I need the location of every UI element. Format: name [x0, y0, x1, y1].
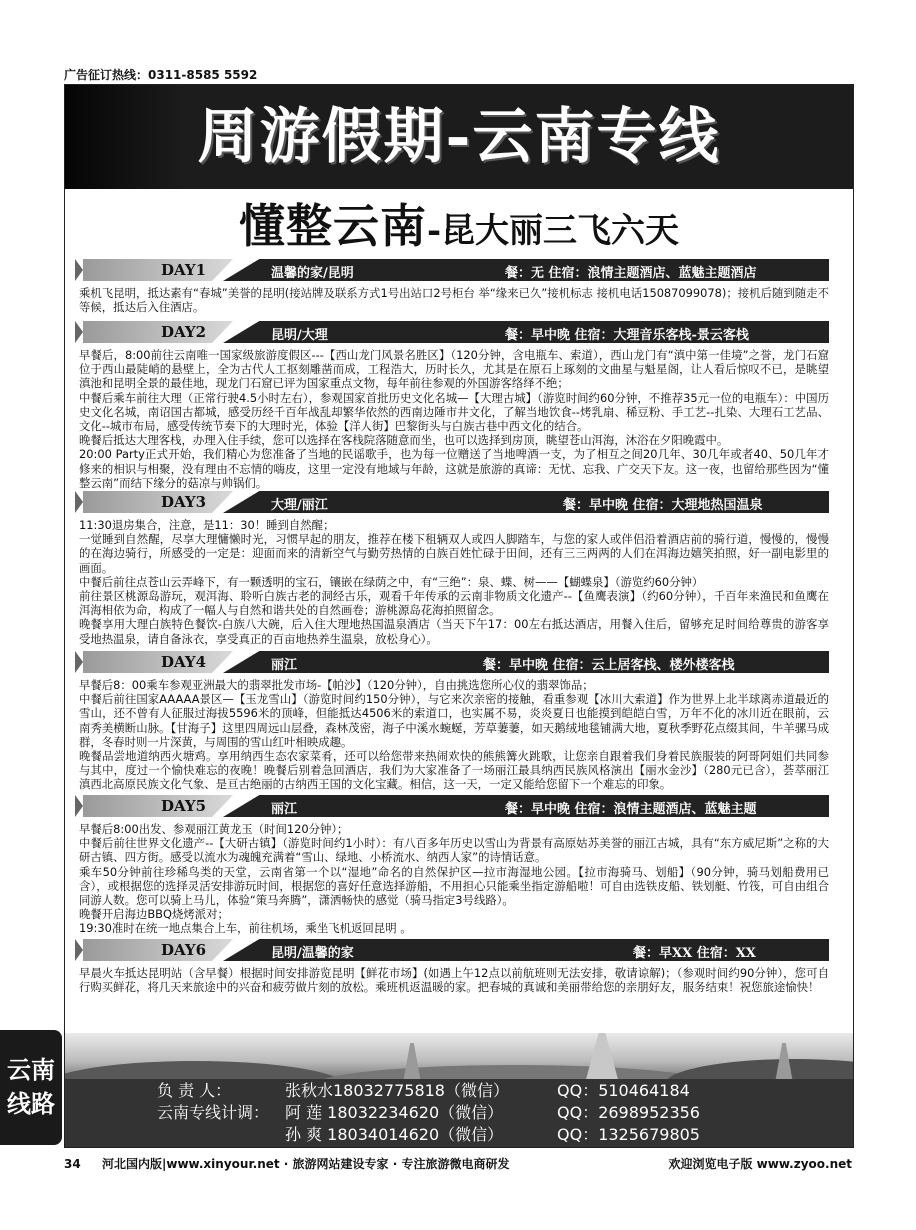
- day-paragraph: 前往景区桃源岛游玩，观洱海、聆听白族古老的洞经古乐，观看千年传承的云南非物质文化遗产--【鱼鹰表演】（约60分钟），千百年来渔民和鱼鹰在洱海相依为命，构成了一幅人与自然和谐共处的自然画卷；游桃源岛花海拍照留念。: [79, 589, 829, 618]
- day-header: [73, 795, 835, 817]
- contact-role: 云南专线计调：: [157, 1103, 270, 1122]
- side-tab-line: 线路: [7, 1090, 55, 1118]
- day-label: DAY2: [161, 323, 207, 341]
- page-footer: [64, 1154, 852, 1174]
- day-paragraph: 中餐后乘车前往大理（正常行驶4.5小时左右），参观国家首批历史文化名城—【大理古城】（游览时间约60分钟，不推荐35元一位的电瓶车）：中国历史文化名城，南诏国古都城，感受历经千百年战乱却繁华依然的西南边陲市井文化，了解当地饮食--烤乳扇、稀豆粉、手工艺--扎染、大理石工艺品、文化--城市布局，感受传统节奏下的大理时光，体验【洋人街】巴黎街头与白族古巷中西文化的结合。: [79, 390, 829, 434]
- day-label: DAY4: [161, 653, 207, 671]
- day-paragraph: 早餐后8:00出发、参观丽江黄龙玉（时间120分钟）；: [79, 822, 349, 836]
- day-route: 丽江: [271, 802, 298, 817]
- day-label: DAY3: [161, 493, 207, 511]
- day-paragraph: 中餐后前往点苍山云弄峰下，有一颗透明的宝石，镶嵌在绿荫之中，有“三绝”：泉、蝶、树——【蝴蝶泉】（游览约60分钟）: [79, 574, 704, 589]
- day-description: [73, 343, 835, 490]
- day-paragraph: 一觉睡到自然醒，尽享大理慵懒时光，习惯早起的朋友，推荐在楼下租辆双人或四人脚踏车，与您的家人或伴侣沿着酒店前的骑行道，慢慢的，慢慢的在海边骑行，所感受的一定是：迎面而来的清新空气与勤劳热情的白族百姓忙碌于田间，还有三三两两的人们在洱海边嬉笑拍照，好一副电影里的画面。: [79, 532, 829, 575]
- day-paragraph: 19:30准时在统一地点集合上车，前往机场，乘坐飞机返回昆明 。: [79, 921, 412, 936]
- day-meals-lodging: 餐：无 住宿：浪情主题酒店、蓝魅主题酒店: [505, 266, 757, 281]
- contact-panel: [65, 1079, 853, 1147]
- footer-publisher: 河北国内版|www.xinyour.net · 旅游网站建设专家 · 专注旅游微电商研发: [102, 1157, 510, 1171]
- day-route: 大理/丽江: [271, 498, 328, 513]
- day-meals-lodging: 餐：早XX 住宿：XX: [633, 946, 756, 961]
- day-section-5: [73, 795, 835, 936]
- day-route: 温馨的家/昆明: [271, 266, 354, 281]
- day-section-6: [73, 939, 835, 994]
- day-header: [73, 321, 835, 343]
- contact-name-phone: 阿 莲 18032234620（微信）: [285, 1103, 504, 1122]
- subtitle-logo-text: 懂整云南: [238, 199, 427, 253]
- day-header: [73, 939, 835, 961]
- day-section-4: [73, 651, 835, 792]
- day-description: [73, 281, 835, 314]
- day-description: [73, 513, 835, 646]
- contact-name-phone: 张秋水18032775818（微信）: [285, 1081, 509, 1100]
- day-section-1: [73, 259, 835, 314]
- day-paragraph: 晚餐开启海边BBQ烧烤派对；: [79, 907, 229, 922]
- day-description: [73, 961, 835, 994]
- day-paragraph: 11:30退房集合，注意，是11：30！睡到自然醒；: [79, 518, 335, 532]
- contact-name-phone: 孙 爽 18034014620（微信）: [285, 1125, 504, 1144]
- day-label: DAY1: [161, 261, 207, 279]
- side-tab-line: 云南: [7, 1056, 55, 1084]
- contact-qq: QQ：1325679805: [557, 1125, 700, 1144]
- day-header: [73, 491, 835, 513]
- day-meals-lodging: 餐：早中晚 住宿：大理音乐客栈-景云客栈: [505, 328, 749, 343]
- day-paragraph: 乘车50分钟前往珍稀鸟类的天堂，云南省第一个以“湿地”命名的自然保护区—拉市海湿地公园。【拉市海骑马、划船】（90分钟，骑马划船费用已含），或根据您的选择灵活安排游玩时间，根据您的喜好任意选择游船，不用担心只能乘坐指定游船啦！可自由选铁皮船、铁划艇、竹筏，可自由组合同游人数。您可以骑上马儿，体验“策马奔腾”，潇洒畅快的感觉（骑马指定3号线路）。: [79, 864, 829, 908]
- contact-role: 负 责 人：: [157, 1081, 232, 1100]
- day-description: [73, 817, 835, 936]
- day-section-2: [73, 321, 835, 490]
- day-paragraph: 早晨火车抵达昆明站（含早餐）根据时间安排游览昆明【鲜花市场】(如遇上午12点以前航班则无法安排，敬请谅解)；（参观时间约90分钟），您可自行购买鲜花，将几天来旅途中的兴奋和疲劳做片刻的放松。乘班机返温暖的家。把春城的真诚和美丽带给您的亲朋好友，服务结束！祝您旅途愉快！: [79, 966, 829, 995]
- day-description: [73, 673, 835, 792]
- pagoda-landscape-photo: [65, 1033, 853, 1083]
- itinerary-frame: [64, 84, 854, 1148]
- subtitle-route: -昆大丽三飞六天: [426, 211, 680, 251]
- day-route: 昆明/大理: [271, 328, 328, 343]
- day-paragraph: 中餐后前往国家AAAAA景区—【玉龙雪山】（游览时间约150分钟），与它来次亲密的接触，看重参观【冰川大索道】作为世界上北半球离赤道最近的雪山，还不曾有人征服过海拔5596米的顶峰，但能抵达4506米的索道口，也实属不易，炎炎夏日也能摸到皑皑白雪，万年不化的冰川近在眼前，云南秀美横断山脉。【甘海子】这里四周远山层叠，森林茂密，海子中溪水蜿蜒，芳草萋萋，如天鹅绒地毯铺满大地，夏秋季野花点缀其间，牛羊骡马成群，冬春时则一片深黄，与周围的雪山红叶相映成趣。: [79, 692, 829, 749]
- contact-qq: QQ：510464184: [557, 1081, 690, 1100]
- footer-website: 欢迎浏览电子版 www.zyoo.net: [668, 1157, 852, 1171]
- day-label: DAY6: [161, 941, 207, 959]
- day-paragraph: 20:00 Party正式开始，我们精心为您准备了当地的民谣歌手，也为每一位赠送了当地啤酒一支，为了相互之间20几年、30几年或者40、50几年才修来的相识与相聚，没有理由不忘情的嗨皮，这里一定没有地域与年龄，这就是旅游的真谛：无忧、忘我、广交天下友。这一夜，也留给那些因为“懂整云南”而结下缘分的菇凉与帅锅们。: [79, 447, 829, 490]
- day-paragraph: 早餐后8：00乘车参观亚洲最大的翡翠批发市场-【帕沙】（120分钟），自由挑选您所心仪的翡翠饰品；: [79, 678, 594, 692]
- day-meals-lodging: 餐：早中晚 住宿：云上居客栈、楼外楼客栈: [483, 658, 735, 673]
- day-paragraph: 早餐后，8:00前往云南唯一国家级旅游度假区---【西山龙门风景名胜区】（120分钟，含电瓶车、索道），西山龙门有“滇中第一佳境”之誉，龙门石窟位于西山最陡峭的悬壁上，全为古代人工抠刻雕凿而成，工程浩大，历时长久，尤其是在原石上琢刻的文曲星与魁星阁，让人看后惊叹不已，是眺望滇池和昆明全景的最佳地，现龙门石窟已评为国家重点文物，每年前往参观的外国游客络绎不绝；: [79, 348, 829, 391]
- day-paragraph: 晚餐享用大理白族特色餐饮-白族八大碗，后入住大理地热国温泉酒店（当天下午17：00左右抵达酒店，用餐入住后，留够充足时间给尊贵的游客享受地热温泉，请自备泳衣，享受真正的百亩地热养生温泉，放松身心）。: [79, 617, 829, 646]
- day-header: [73, 259, 835, 281]
- page-number: 34: [64, 1157, 81, 1171]
- side-section-tab: [0, 1030, 62, 1145]
- title-band: [65, 85, 853, 189]
- ad-hotline: 广告征订热线：0311-8585 5592: [64, 68, 258, 82]
- day-paragraph: 中餐后前往世界文化遗产--【大研古镇】（游览时间约1小时）：有八百多年历史以雪山为背景有高原姑苏美誉的丽江古城，具有“东方威尼斯”之称的大研古镇、四方街。感受以流水为魂魄充满着“雪山、绿地、小桥流水、纳西人家”的诗情话意。: [79, 836, 829, 865]
- day-paragraph: 乘机飞昆明，抵达素有“春城”美誉的昆明(接站牌及联系方式1号出站口2号柜台 举“缘来已久”接机标志 接机电话15087099078)；接机后随到随走不等候，抵达后入住酒店。: [79, 286, 829, 315]
- day-route: 昆明/温馨的家: [271, 946, 354, 961]
- day-meals-lodging: 餐：早中晚 住宿：浪情主题酒店、蓝魅主题: [505, 802, 757, 817]
- day-paragraph: 晚餐后抵达大理客栈，办理入住手续，您可以选择在客栈院落随意而坐，也可以选择到房顶，眺望苍山洱海，沐浴在夕阳晚霞中。: [79, 433, 729, 448]
- main-title: 周游假期-云南专线: [197, 102, 721, 172]
- day-meals-lodging: 餐：早中晚 住宿：大理地热国温泉: [563, 498, 763, 513]
- subtitle: [65, 195, 853, 257]
- day-header: [73, 651, 835, 673]
- day-label: DAY5: [161, 797, 207, 815]
- contact-qq: QQ：2698952356: [557, 1103, 700, 1122]
- day-section-3: [73, 491, 835, 646]
- day-paragraph: 晚餐品尝地道纳西火塘鸡。享用纳西生态农家菜肴，还可以给您带来热闹欢快的熊熊篝火跳歌，让您亲自跟着我们身着民族服装的阿哥阿姐们共同参与其中，度过一个愉快难忘的夜晚！晚餐后别着急回酒店，我们为大家准备了一场丽江最具纳西民族风格演出【丽水金沙】（280元已含），荟萃丽江滇西北高原民族文化气象、是亘古绝丽的古纳西王国的文化宝藏。相信，这一天，一定又能给您留下一个难忘的印象。: [79, 749, 829, 792]
- day-route: 丽江: [271, 658, 298, 673]
